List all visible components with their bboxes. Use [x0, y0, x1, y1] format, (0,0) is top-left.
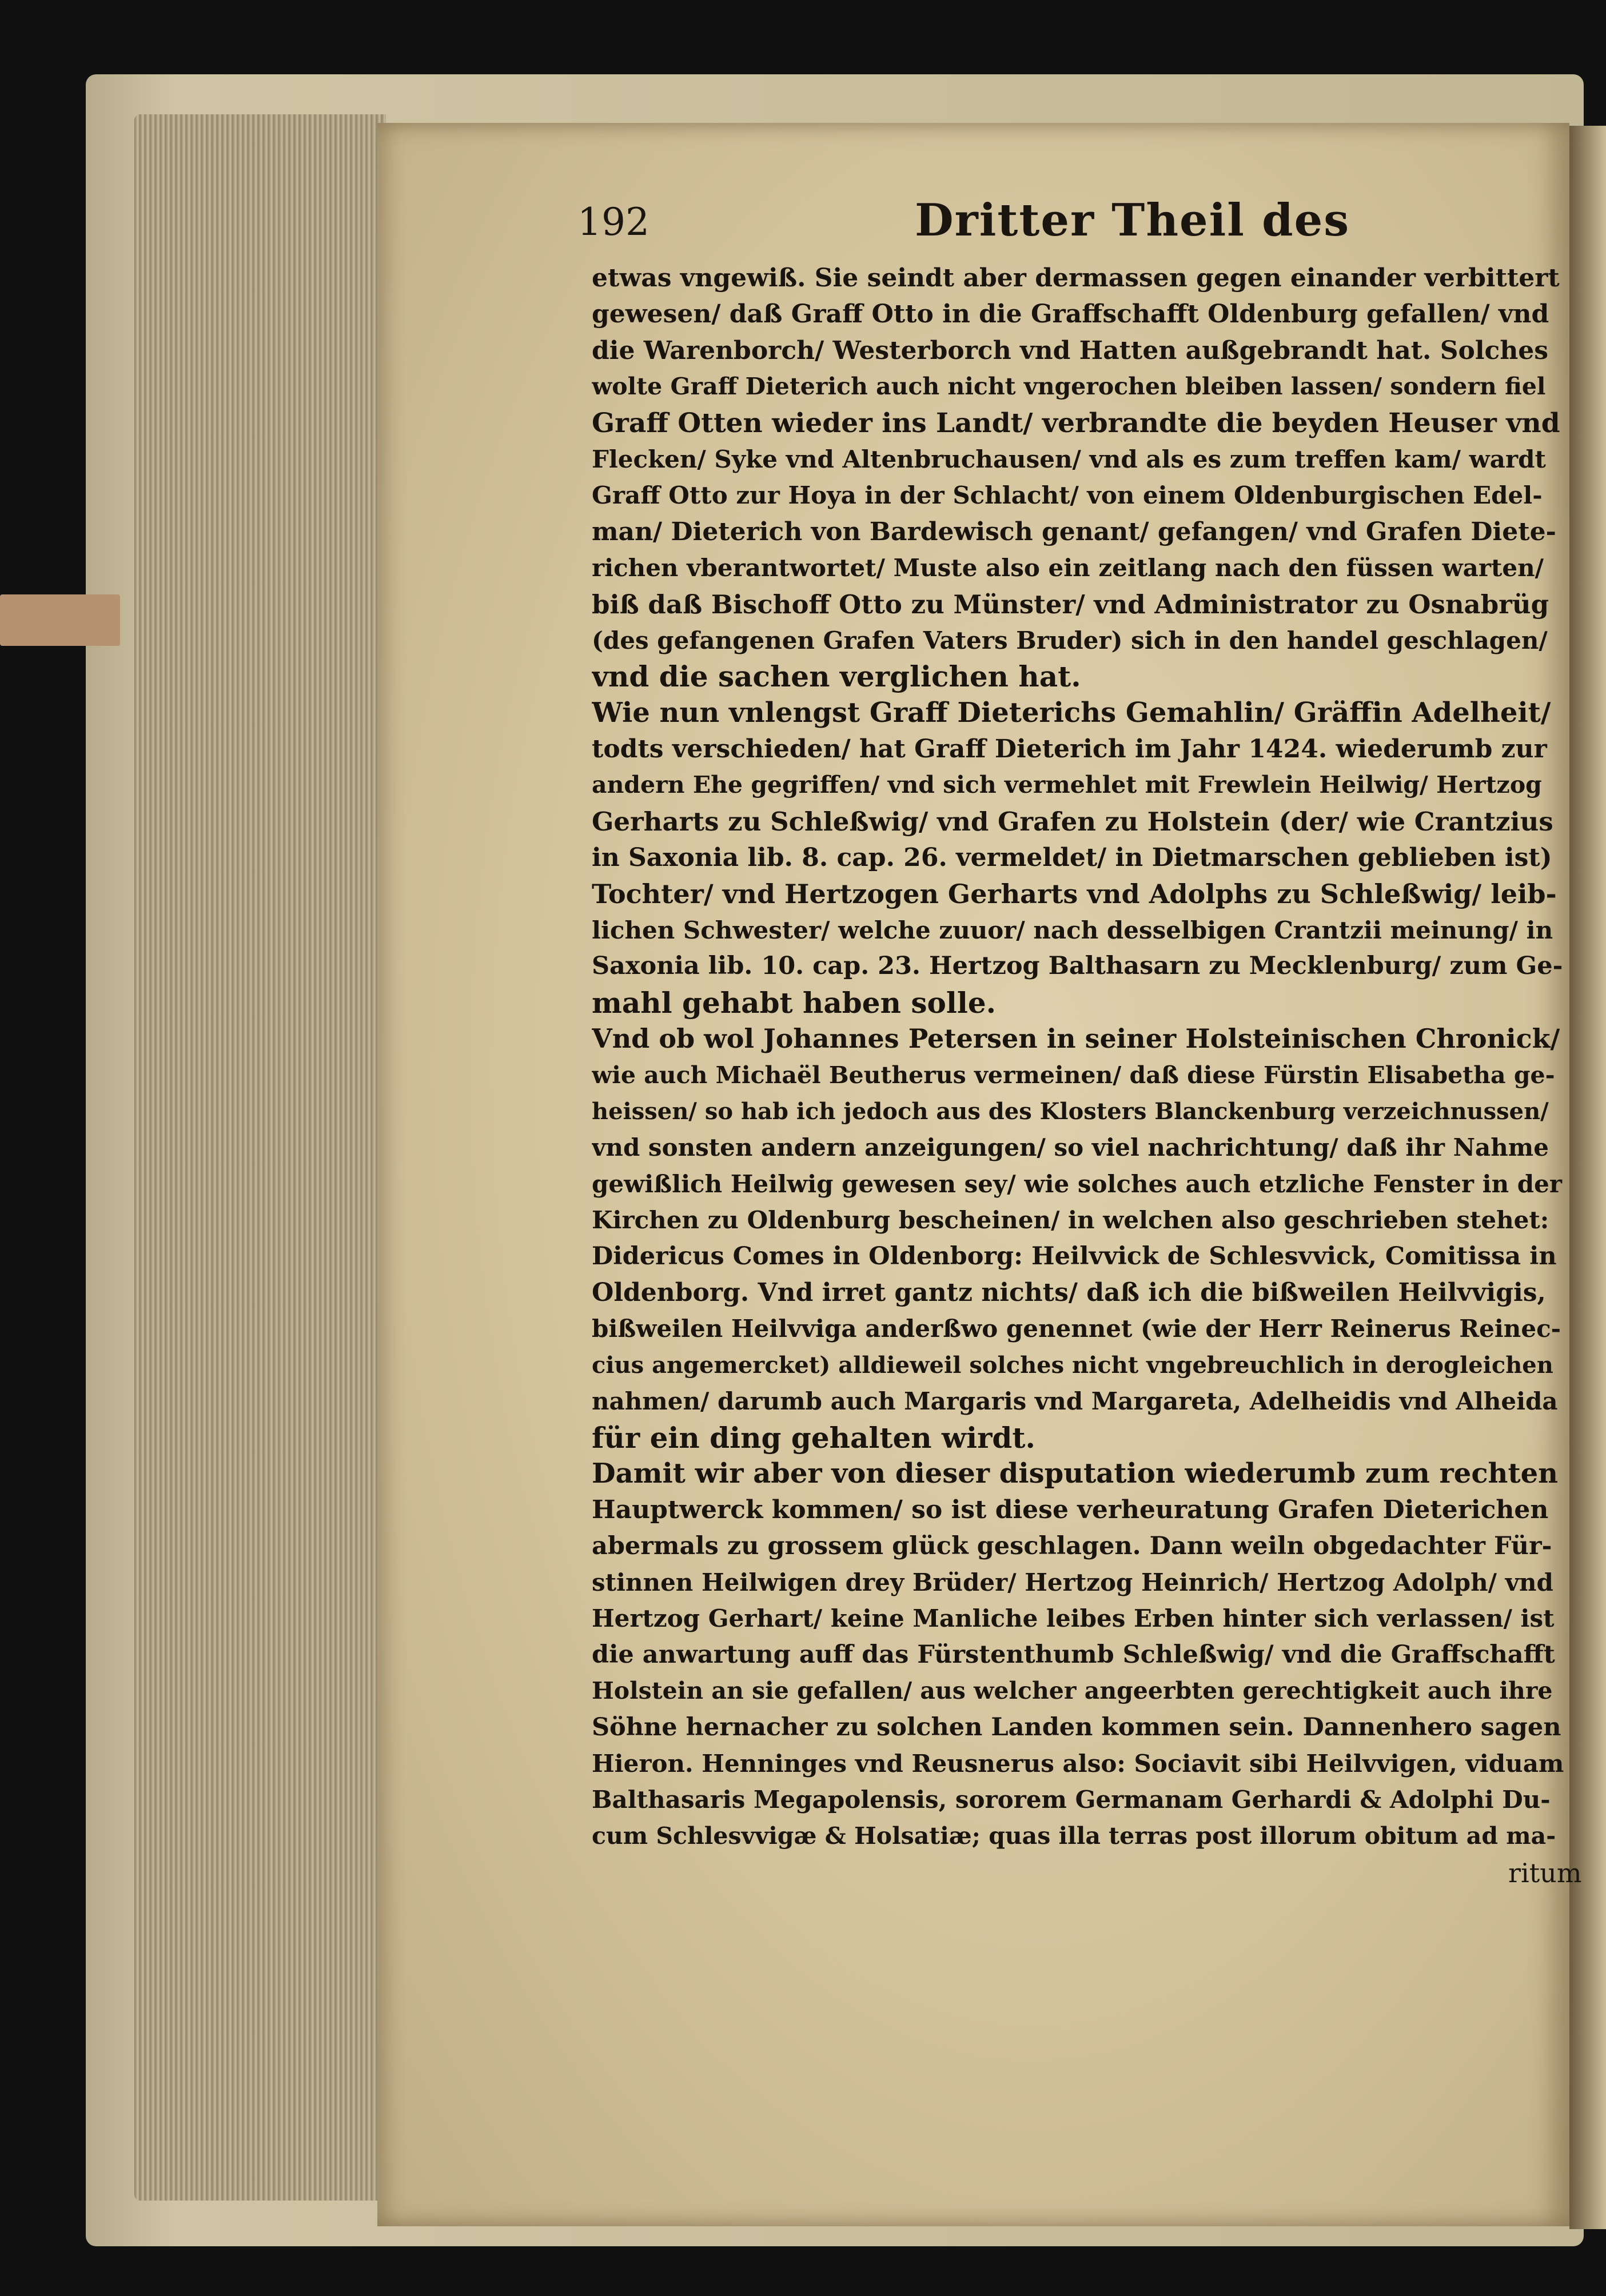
text-line: mahl gehabt haben solle.	[592, 985, 997, 1020]
running-head: Dritter Theil des	[915, 194, 1350, 246]
text-line: gewißlich Heilwig gewesen sey/ wie solches auch etzliche Fenster in der	[592, 1169, 1563, 1198]
text-line: stinnen Heilwigen drey Brüder/ Hertzog Heinrich/ Hertzog Adolph/ vnd	[592, 1568, 1553, 1597]
text-line: nahmen/ darumb auch Margaris vnd Margareta, Adelheidis vnd Alheida	[592, 1387, 1558, 1416]
text-line: cum Schlesvvigæ & Holsatiæ; quas illa terras post illorum obitum ad ma-	[592, 1822, 1556, 1850]
catchword: ritum	[1508, 1858, 1582, 1888]
text-line: Vnd ob wol Johannes Petersen in seiner Holsteinischen Chronick/	[592, 1023, 1560, 1055]
page-stack-edge	[134, 114, 386, 2201]
text-line: vnd die sachen verglichen hat.	[592, 660, 1081, 694]
text-line: andern Ehe gegriffen/ vnd sich vermehlet mit Frewlein Heilwig/ Hertzog	[592, 771, 1542, 799]
text-line: Saxonia lib. 10. cap. 23. Hertzog Balthasarn zu Mecklenburg/ zum Ge-	[592, 952, 1563, 981]
text-line: todts verschieden/ hat Graff Dieterich im Jahr 1424. wiederumb zur	[592, 734, 1547, 764]
text-line: in Saxonia lib. 8. cap. 26. vermeldet/ in Dietmarschen geblieben ist)	[592, 843, 1552, 873]
text-line: Didericus Comes in Oldenborg: Heilvvick de Schlesvvick, Comitissa in	[592, 1241, 1557, 1271]
text-line: Flecken/ Syke vnd Altenbruchausen/ vnd als es zum treffen kam/ wardt	[592, 445, 1546, 473]
bookmark-ribbon	[0, 594, 120, 646]
text-line: Tochter/ vnd Hertzogen Gerharts vnd Adolphs zu Schleßwig/ leib-	[592, 878, 1557, 909]
text-line: Holstein an sie gefallen/ aus welcher angeerbten gerechtigkeit auch ihre	[592, 1677, 1553, 1705]
body-text	[592, 260, 1564, 1854]
text-line: cius angemercket) alldieweil solches nicht vngebreuchlich in derogleichen	[592, 1351, 1553, 1379]
text-line: heissen/ so hab ich jedoch aus des Klosters Blanckenburg verzeichnussen/	[592, 1097, 1549, 1125]
text-line: lichen Schwester/ welche zuuor/ nach desselbigen Crantzii meinung/ in	[592, 916, 1553, 945]
text-line: vnd sonsten andern anzeigungen/ so viel nachrichtung/ daß ihr Nahme	[592, 1133, 1549, 1162]
facing-page-edge	[1569, 126, 1606, 2229]
text-line: wolte Graff Dieterich auch nicht vngerochen bleiben lassen/ sondern fiel	[592, 373, 1546, 401]
text-line: die anwartung auff das Fürstenthumb Schleßwig/ vnd die Graffschafft	[592, 1640, 1555, 1669]
page-number: 192	[577, 200, 649, 244]
text-line: Graff Otten wieder ins Landt/ verbrandte die beyden Heuser vnd	[592, 407, 1560, 439]
page-header	[577, 194, 1549, 257]
text-line: für ein ding gehalten wirdt.	[592, 1420, 1035, 1455]
text-line: man/ Dieterich von Bardewisch genant/ gefangen/ vnd Grafen Diete-	[592, 517, 1556, 546]
text-line: abermals zu grossem glück geschlagen. Dann weiln obgedachter Für-	[592, 1531, 1552, 1560]
text-line: richen vberantwortet/ Muste also ein zeitlang nach den füssen warten/	[592, 554, 1544, 582]
text-line: Graff Otto zur Hoya in der Schlacht/ von einem Oldenburgischen Edel-	[592, 481, 1543, 510]
text-line: Hertzog Gerhart/ keine Manliche leibes Erben hinter sich verlassen/ ist	[592, 1604, 1555, 1633]
text-line: Oldenborg. Vnd irret gantz nichts/ daß ich die bißweilen Heilvvigis,	[592, 1277, 1546, 1307]
text-line: Gerharts zu Schleßwig/ vnd Grafen zu Holstein (der/ wie Crantzius	[592, 806, 1553, 837]
text-line: (des gefangenen Grafen Vaters Bruder) sich in den handel geschlagen/	[592, 626, 1548, 654]
text-line: Damit wir aber von dieser disputation wiederumb zum rechten	[592, 1457, 1559, 1490]
text-line: Hieron. Henninges vnd Reusnerus also: Sociavit sibi Heilvvigen, viduam	[592, 1750, 1564, 1778]
text-line: Wie nun vnlengst Graff Dieterichs Gemahlin/ Gräffin Adelheit/	[592, 696, 1551, 729]
text-line: Söhne hernacher zu solchen Landen kommen sein. Dannenhero sagen	[592, 1712, 1561, 1742]
text-line: die Warenborch/ Westerborch vnd Hatten außgebrandt hat. Solches	[592, 336, 1549, 365]
text-line: etwas vngewiß. Sie seindt aber dermassen gegen einander verbittert	[592, 263, 1560, 293]
text-line: Hauptwerck kommen/ so ist diese verheuratung Grafen Dieterichen	[592, 1495, 1549, 1525]
text-line: Kirchen zu Oldenburg bescheinen/ in welchen also geschrieben stehet:	[592, 1206, 1549, 1235]
text-line: Balthasaris Megapolensis, sororem Germanam Gerhardi & Adolphi Du-	[592, 1786, 1551, 1814]
text-line: bißweilen Heilvviga anderßwo genennet (wie der Herr Reinerus Reinec-	[592, 1315, 1561, 1343]
text-line: biß daß Bischoff Otto zu Münster/ vnd Administrator zu Osnabrüg	[592, 589, 1549, 620]
text-line: gewesen/ daß Graff Otto in die Graffschafft Oldenburg gefallen/ vnd	[592, 300, 1549, 329]
text-line: wie auch Michaël Beutherus vermeinen/ daß diese Fürstin Elisabetha ge-	[592, 1061, 1555, 1089]
